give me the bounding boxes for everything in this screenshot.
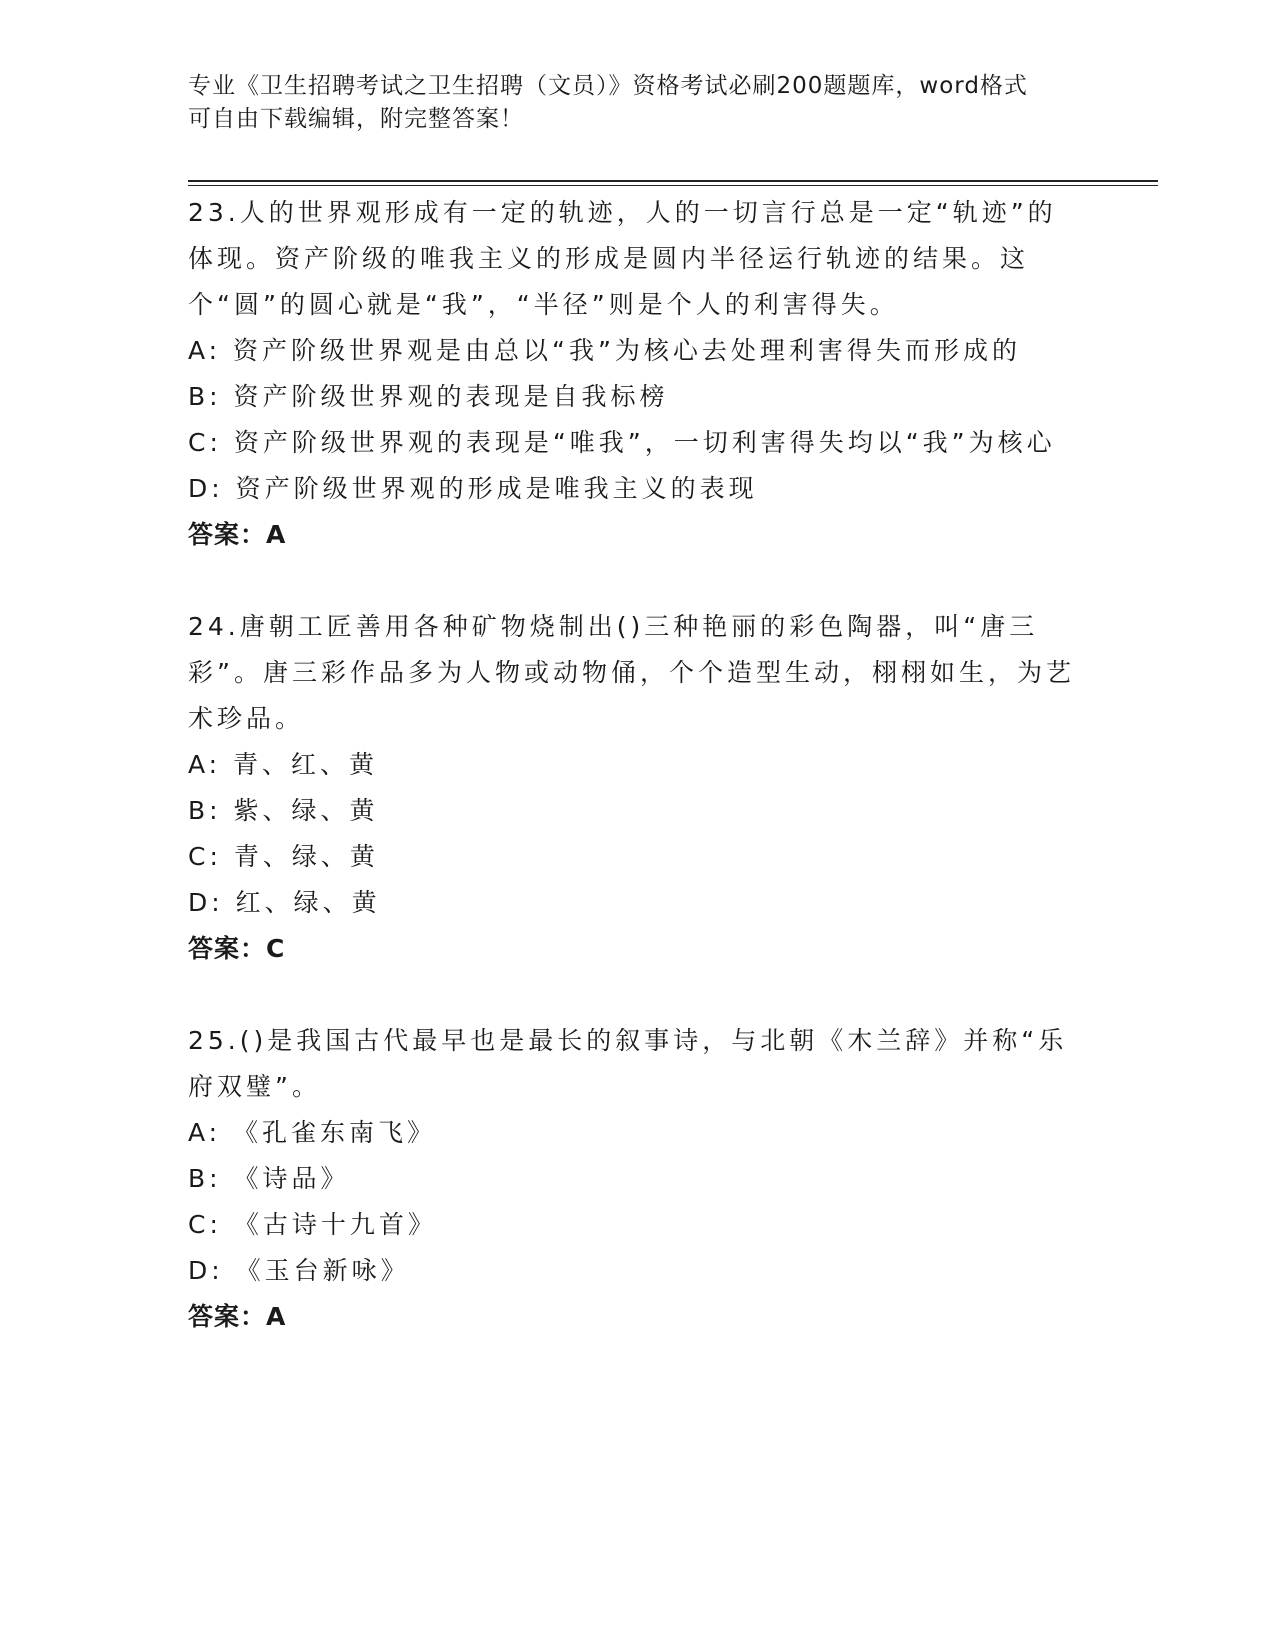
answer: 答案：C — [188, 934, 286, 963]
option-c: C: 《古诗十九首》 — [188, 1210, 437, 1239]
option-b: B: 《诗品》 — [188, 1164, 350, 1193]
answer: 答案：A — [188, 1302, 287, 1331]
option-c: C: 青、绿、黄 — [188, 842, 379, 871]
header-divider-thin — [188, 185, 1158, 186]
header-line-2: 可自由下载编辑，附完整答案！ — [188, 106, 524, 132]
option-a: A: 资产阶级世界观是由总以“我”为核心去处理利害得失而形成的 — [188, 336, 1021, 365]
option-d: D: 《玉台新咏》 — [188, 1256, 410, 1285]
header-line-1: 专业《卫生招聘考试之卫生招聘（文员）》资格考试必刷200题题库，word格式 — [188, 73, 1028, 99]
question-stem: 25.()是我国古代最早也是最长的叙事诗，与北朝《木兰辞》并称“乐府双璧”。 — [188, 1026, 1068, 1101]
question-list — [188, 190, 1078, 1386]
question-23 — [188, 190, 1078, 558]
option-d: D: 红、绿、黄 — [188, 888, 381, 917]
option-b: B: 紫、绿、黄 — [188, 796, 379, 825]
option-a: A: 青、红、黄 — [188, 750, 379, 779]
question-25 — [188, 1018, 1078, 1340]
option-d: D: 资产阶级世界观的形成是唯我主义的表现 — [188, 474, 758, 503]
option-b: B: 资产阶级世界观的表现是自我标榜 — [188, 382, 669, 411]
option-a: A: 《孔雀东南飞》 — [188, 1118, 437, 1147]
question-stem: 24.唐朝工匠善用各种矿物烧制出()三种艳丽的彩色陶器，叫“唐三彩”。唐三彩作品多为人物或动物俑，个个造型生动，栩栩如生，为艺术珍品。 — [188, 612, 1075, 733]
header-divider-thick — [188, 180, 1158, 182]
answer: 答案：A — [188, 520, 287, 549]
question-24 — [188, 604, 1078, 972]
document-header — [188, 70, 1068, 136]
option-c: C: 资产阶级世界观的表现是“唯我”，一切利害得失均以“我”为核心 — [188, 428, 1056, 457]
question-stem: 23.人的世界观形成有一定的轨迹，人的一切言行总是一定“轨迹”的体现。资产阶级的唯我主义的形成是圆内半径运行轨迹的结果。这个“圆”的圆心就是“我”，“半径”则是个人的利害得失。 — [188, 198, 1057, 319]
